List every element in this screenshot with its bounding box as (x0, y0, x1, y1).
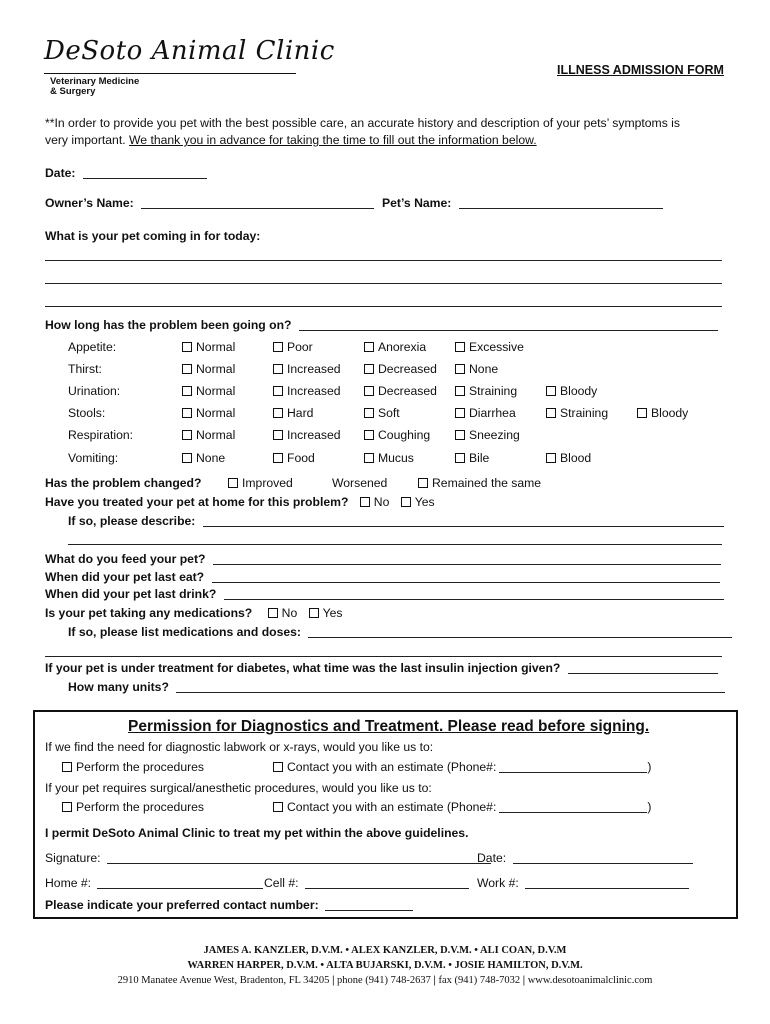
describe-label: If so, please describe: (68, 514, 196, 528)
cell-phone-label: Cell #: (264, 876, 299, 890)
q2-contact-label: Contact you with an estimate (Phone#: (287, 800, 497, 814)
option-label: Mucus (378, 451, 414, 465)
signature-row (45, 851, 491, 865)
q1-contact-checkbox[interactable] (273, 762, 283, 772)
symptom-option[interactable] (364, 406, 400, 420)
option-label: Increased (287, 384, 341, 398)
symptom-option[interactable] (273, 428, 341, 442)
home-treatment-question: Have you treated your pet at home for this problem? (45, 495, 349, 509)
symptom-option[interactable] (364, 384, 437, 398)
cell-phone-row (264, 876, 469, 890)
medications-question: Is your pet taking any medications? (45, 606, 253, 620)
option-label: None (196, 451, 226, 465)
checkbox[interactable] (455, 408, 465, 418)
checkbox[interactable] (418, 478, 428, 488)
checkbox[interactable] (364, 342, 374, 352)
intro-plain: very important. (45, 133, 129, 147)
last-eat-row (45, 570, 720, 584)
symptom-option[interactable] (455, 340, 524, 354)
perm-date-field[interactable] (513, 852, 693, 864)
option-label: Coughing (378, 428, 431, 442)
reason-line-3[interactable] (45, 306, 722, 307)
intro-thanks: We thank you in advance for taking the time to fill out the information below. (129, 133, 537, 147)
last-eat-field[interactable] (212, 571, 720, 583)
option-label: Bile (469, 451, 490, 465)
food-field[interactable] (213, 553, 721, 565)
symptom-option[interactable] (182, 428, 235, 442)
symptom-label: Appetite: (68, 340, 117, 354)
checkbox[interactable] (455, 386, 465, 396)
permission-title: Permission for Diagnostics and Treatment. Please read before signing. (128, 718, 650, 735)
describe-row (68, 514, 724, 528)
changes-improved[interactable] (228, 476, 293, 490)
signature-field[interactable] (107, 852, 491, 864)
checkbox[interactable] (546, 386, 556, 396)
symptom-option[interactable] (364, 428, 430, 442)
date-label: Date: (45, 166, 76, 180)
option-label: Increased (287, 362, 341, 376)
date-field[interactable] (83, 167, 207, 179)
last-drink-label: When did your pet last drink? (45, 587, 217, 601)
logo-subtitle-1: Veterinary Medicine (50, 76, 140, 87)
med-list-line-2[interactable] (45, 656, 722, 657)
permit-statement: I permit DeSoto Animal Clinic to treat my pet within the above guidelines. (45, 826, 469, 840)
option-label: Improved (242, 476, 293, 490)
diabetes-row (45, 661, 718, 675)
checkbox[interactable] (455, 342, 465, 352)
symptom-option[interactable] (273, 451, 315, 465)
work-phone-row (477, 876, 689, 890)
option-label: Bloody (560, 384, 598, 398)
home-treatment-no-checkbox[interactable] (360, 497, 370, 507)
checkbox[interactable] (182, 430, 192, 440)
q1-phone-field[interactable] (499, 761, 647, 773)
preferred-label: Please indicate your preferred contact number: (45, 898, 319, 912)
checkbox[interactable] (228, 478, 238, 488)
option-label: Increased (287, 428, 341, 442)
med-list-label: If so, please list medications and doses: (68, 625, 301, 639)
symptom-option[interactable] (455, 406, 516, 420)
owner-name-field[interactable] (141, 197, 374, 209)
symptom-option[interactable] (182, 406, 235, 420)
option-label: Diarrhea (469, 406, 516, 420)
food-row (45, 552, 721, 566)
q1-contact-option[interactable] (273, 760, 651, 774)
med-list-field[interactable] (308, 626, 732, 638)
option-label: Sneezing (469, 428, 520, 442)
option-label: Normal (196, 428, 236, 442)
preferred-field[interactable] (325, 899, 413, 911)
symptom-option[interactable] (546, 406, 608, 420)
symptom-option[interactable] (182, 451, 225, 465)
changes-worsened[interactable] (332, 476, 387, 490)
checkbox[interactable] (273, 430, 283, 440)
q2-perform-option[interactable] (62, 800, 204, 814)
option-label: Poor (287, 340, 313, 354)
q2-perform-checkbox[interactable] (62, 802, 72, 812)
medications-yes-checkbox[interactable] (309, 608, 319, 618)
symptom-label: Thirst: (68, 362, 102, 376)
checkbox[interactable] (182, 342, 192, 352)
symptom-option[interactable] (364, 362, 437, 376)
perm-date-row (477, 851, 693, 865)
home-treatment-no-label: No (373, 495, 390, 509)
reason-line-2[interactable] (45, 283, 722, 284)
intro-line-1: **In order to provide you pet with the best possible care, an accurate history and description of your pets’ symptoms is (45, 116, 680, 130)
home-treatment-yes-checkbox[interactable] (401, 497, 411, 507)
medications-row (45, 606, 343, 620)
checkbox[interactable] (546, 453, 556, 463)
work-phone-field[interactable] (525, 877, 689, 889)
home-phone-row (45, 876, 263, 890)
reason-label: What is your pet coming in for today: (45, 229, 261, 243)
q2-contact-option[interactable] (273, 800, 651, 814)
option-label: Straining (560, 406, 609, 420)
date-row (45, 166, 207, 180)
symptom-label: Respiration: (68, 428, 134, 442)
owner-row (45, 196, 374, 210)
cell-phone-field[interactable] (305, 877, 469, 889)
duration-row (45, 318, 718, 332)
option-label: Decreased (378, 384, 437, 398)
perm-date-label: Date: (477, 851, 507, 865)
option-label: Hard (287, 406, 314, 420)
symptom-option[interactable] (364, 340, 426, 354)
clinic-logo: DeSoto Animal Clinic (44, 36, 335, 66)
logo-subtitle-2: & Surgery (50, 86, 96, 97)
q2-perform-label: Perform the procedures (76, 800, 205, 814)
last-eat-label: When did your pet last eat? (45, 570, 205, 584)
footer-address: 2910 Manatee Avenue West, Bradenton, FL 34205 (117, 975, 330, 986)
duration-field[interactable] (299, 319, 718, 331)
symptom-option[interactable] (637, 406, 688, 420)
symptom-option[interactable] (546, 451, 591, 465)
symptom-option[interactable] (455, 384, 517, 398)
medications-no-label: No (281, 606, 298, 620)
checkbox[interactable] (364, 364, 374, 374)
option-label: Normal (196, 340, 236, 354)
option-label: Blood (560, 451, 592, 465)
units-row (68, 680, 725, 694)
pet-name-field[interactable] (459, 197, 663, 209)
option-label: Anorexia (378, 340, 427, 354)
checkbox[interactable] (455, 430, 465, 440)
units-field[interactable] (176, 681, 725, 693)
home-treatment-yes-label: Yes (414, 495, 435, 509)
symptom-option[interactable] (273, 340, 313, 354)
home-phone-field[interactable] (97, 877, 263, 889)
medications-yes-label: Yes (322, 606, 343, 620)
permission-q1: If we find the need for diagnostic labwork or x-rays, would you like us to: (45, 740, 434, 754)
insulin-time-field[interactable] (568, 662, 718, 674)
symptom-option[interactable] (455, 428, 520, 442)
preferred-row (45, 898, 413, 912)
diabetes-question: If your pet is under treatment for diabetes, what time was the last insulin injection given? (45, 661, 561, 675)
option-label: Soft (378, 406, 400, 420)
checkbox[interactable] (546, 408, 556, 418)
checkbox[interactable] (273, 453, 283, 463)
symptom-option[interactable] (182, 340, 235, 354)
describe-line-2[interactable] (68, 544, 722, 545)
last-drink-row (45, 587, 724, 601)
symptom-option[interactable] (273, 384, 341, 398)
footer-vets-line-2: WARREN HARPER, D.V.M. • ALTA BUJARSKI, D.V.M. • JOSIE HAMILTON, D.V.M. (187, 960, 583, 971)
symptom-option[interactable] (455, 362, 498, 376)
option-label: Worsened (332, 476, 388, 490)
q1-perform-label: Perform the procedures (76, 760, 205, 774)
symptom-option[interactable] (273, 362, 341, 376)
option-label: Excessive (469, 340, 524, 354)
units-label: How many units? (68, 680, 169, 694)
pet-name-label: Pet’s Name: (382, 196, 452, 210)
option-label: Straining (469, 384, 518, 398)
q1-perform-checkbox[interactable] (62, 762, 72, 772)
signature-label: Signature: (45, 851, 101, 865)
checkbox[interactable] (364, 453, 374, 463)
home-treatment-row (45, 495, 435, 509)
food-label: What do you feed your pet? (45, 552, 206, 566)
footer-website[interactable]: www.desotoanimalclinic.com (527, 975, 653, 986)
logo-underline (44, 73, 296, 74)
symptom-label: Stools: (68, 406, 106, 420)
option-label: Normal (196, 406, 236, 420)
option-label: Remained the same (432, 476, 542, 490)
checkbox[interactable] (455, 453, 465, 463)
symptom-option[interactable] (364, 451, 414, 465)
footer-contact: 2910 Manatee Avenue West, Bradenton, FL 34205 | phone (941) 748-2637 | fax (941) 748-7032 | www.desotoanimalclinic.com (117, 975, 653, 986)
duration-label: How long has the problem been going on? (45, 318, 292, 332)
home-phone-label: Home #: (45, 876, 92, 890)
med-list-row (68, 625, 732, 639)
symptom-option[interactable] (182, 362, 235, 376)
footer-phone: phone (941) 748-2637 (337, 975, 431, 986)
option-label: Normal (196, 384, 236, 398)
checkbox[interactable] (364, 408, 374, 418)
checkbox[interactable] (273, 342, 283, 352)
intro-line-2 (45, 133, 537, 147)
symptom-option[interactable] (455, 451, 489, 465)
option-label: None (469, 362, 499, 376)
checkbox[interactable] (455, 364, 465, 374)
option-label: Decreased (378, 362, 437, 376)
checkbox[interactable] (273, 408, 283, 418)
checkbox[interactable] (182, 408, 192, 418)
symptom-label: Vomiting: (68, 451, 119, 465)
changes-row (45, 476, 201, 490)
q2-phone-field[interactable] (499, 801, 647, 813)
option-label: Normal (196, 362, 236, 376)
work-phone-label: Work #: (477, 876, 519, 890)
q1-close-paren: ) (647, 760, 652, 774)
owner-name-label: Owner’s Name: (45, 196, 134, 210)
checkbox[interactable] (273, 386, 283, 396)
option-label: Bloody (651, 406, 689, 420)
checkbox[interactable] (182, 364, 192, 374)
symptom-label: Urination: (68, 384, 121, 398)
changes-question: Has the problem changed? (45, 476, 202, 490)
q1-contact-label: Contact you with an estimate (Phone#: (287, 760, 497, 774)
checkbox[interactable] (637, 408, 647, 418)
q2-close-paren: ) (647, 800, 652, 814)
permission-q2: If your pet requires surgical/anesthetic procedures, would you like us to: (45, 781, 432, 795)
form-title: ILLNESS ADMISSION FORM (557, 63, 724, 77)
checkbox[interactable] (364, 386, 374, 396)
footer-vets-line-1: JAMES A. KANZLER, D.V.M. • ALEX KANZLER, D.V.M. • ALI COAN, D.V.M (203, 945, 567, 956)
last-drink-field[interactable] (224, 588, 724, 600)
describe-field[interactable] (203, 515, 724, 527)
symptom-option[interactable] (182, 384, 235, 398)
checkbox[interactable] (273, 364, 283, 374)
checkbox[interactable] (182, 453, 192, 463)
symptom-option[interactable] (546, 384, 597, 398)
reason-line-1[interactable] (45, 260, 722, 261)
q2-contact-checkbox[interactable] (273, 802, 283, 812)
option-label: Food (287, 451, 315, 465)
checkbox[interactable] (182, 386, 192, 396)
q1-perform-option[interactable] (62, 760, 204, 774)
checkbox[interactable] (364, 430, 374, 440)
footer-fax: fax (941) 748-7032 (438, 975, 521, 986)
symptom-option[interactable] (273, 406, 313, 420)
pet-row (382, 196, 663, 210)
medications-no-checkbox[interactable] (268, 608, 278, 618)
changes-remained[interactable] (418, 476, 541, 490)
